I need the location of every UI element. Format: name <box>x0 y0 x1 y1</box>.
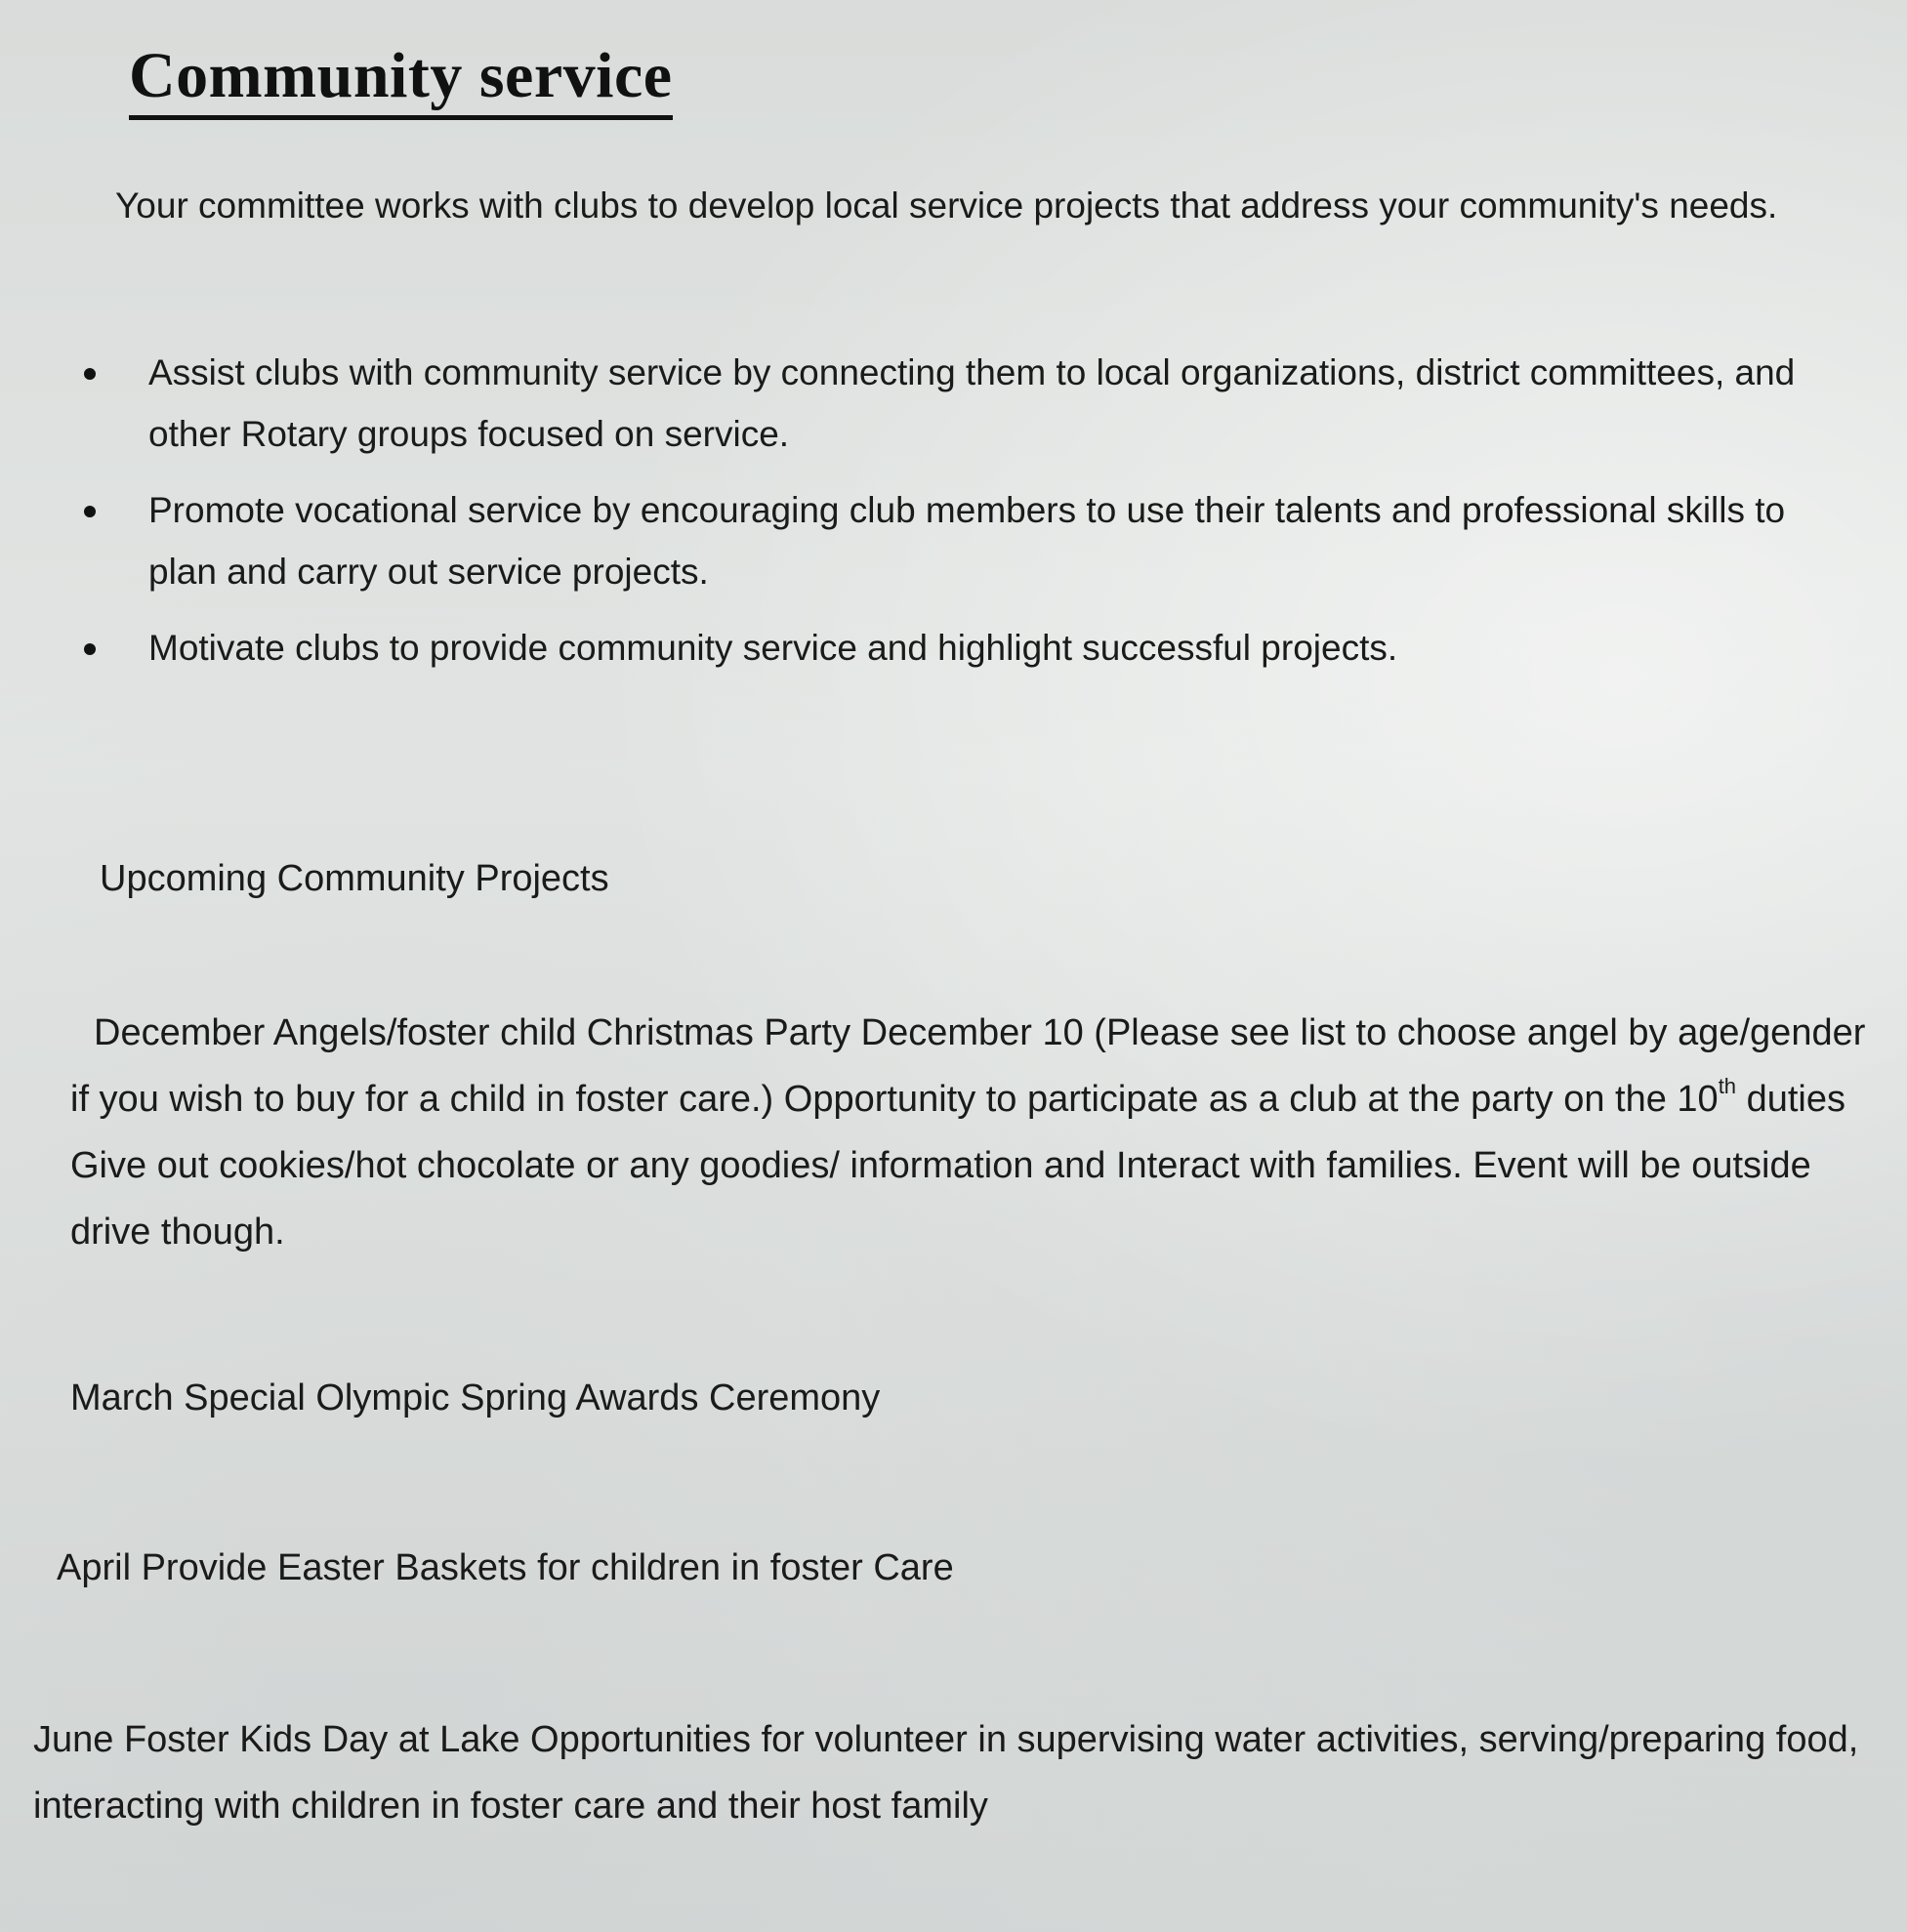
list-item <box>70 617 1828 678</box>
ordinal-suffix: th <box>1718 1074 1737 1099</box>
responsibilities-list <box>70 342 1828 693</box>
bullet-icon <box>84 643 96 655</box>
project-april: April Provide Easter Baskets for children in foster Care <box>57 1547 954 1588</box>
list-item <box>70 479 1828 602</box>
project-december <box>70 1000 1886 1265</box>
list-item-text: Motivate clubs to provide community service and highlight successful projects. <box>148 628 1398 668</box>
bullet-icon <box>84 368 96 380</box>
intro-paragraph: Your committee works with clubs to develop local service projects that address your community's needs. <box>115 185 1778 226</box>
project-december-text: December Angels/foster child Christmas Party December 10 (Please see list to choose angel by age/gender if you wish to buy for a child in foster care.) Opportunity to participate as a club at the party on the 10 <box>70 1012 1866 1120</box>
upcoming-projects-heading: Upcoming Community Projects <box>100 858 609 899</box>
project-june: June Foster Kids Day at Lake Opportunities for volunteer in supervising water activities, serving/preparing food, interacting with children in foster care and their host family <box>33 1719 1859 1827</box>
bullet-icon <box>84 506 96 517</box>
page-title: Community service <box>129 39 673 120</box>
project-december-text-continued: duties Give out cookies/hot chocolate or any goodies/ information and Interact with families. Event will be outside drive though. <box>70 1079 1846 1253</box>
project-march: March Special Olympic Spring Awards Ceremony <box>70 1377 881 1418</box>
list-item <box>70 342 1828 465</box>
list-item-text: Assist clubs with community service by connecting them to local organizations, district committees, and other Rotary groups focused on service. <box>148 352 1796 454</box>
list-item-text: Promote vocational service by encouraging club members to use their talents and professional skills to plan and carry out service projects. <box>148 490 1786 592</box>
